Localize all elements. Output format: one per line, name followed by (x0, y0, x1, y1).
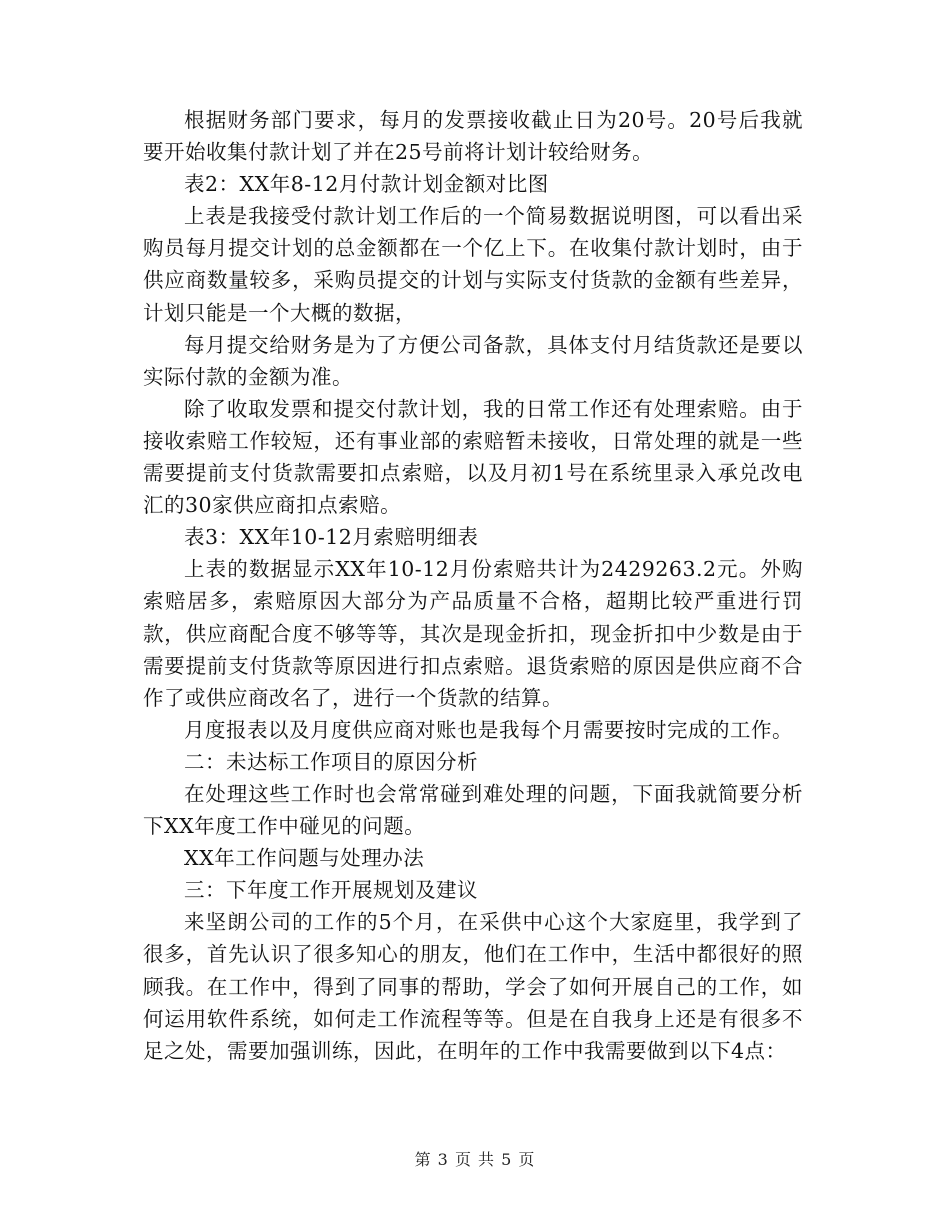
document-body (143, 104, 803, 1067)
section-heading-unmet-goals: 二：未达标工作项目的原因分析 (184, 749, 478, 774)
paragraph-problems-intro: 在处理这些工作时也会常常碰到难处理的问题，下面我就简要分析下XX年度工作中碰见的问题。 (143, 781, 803, 839)
section-heading-next-year-plan: 三：下年度工作开展规划及建议 (184, 878, 478, 903)
table-caption-payment-plan: 表2：XX年8-12月付款计划金额对比图 (184, 172, 549, 197)
paragraph-claims-analysis: 上表的数据显示XX年10-12月份索赔共计为2429263.2元。外购索赔居多，索赔原因大部分为产品质量不合格，超期比较严重进行罚款，供应商配合度不够等等，其次是现金折扣，现金折扣中少数是由于需要提前支付货款等原因进行扣点索赔。退货索赔的原因是供应商不合作了或供应商改名了，进行一个货款的结算。 (143, 557, 803, 710)
paragraph-payment-plan-summary: 上表是我接受付款计划工作后的一个简易数据说明图，可以看出采购员每月提交计划的总金额都在一个亿上下。在收集付款计划时，由于供应商数量较多，采购员提交的计划与实际支付货款的金额有些差异，计划只能是一个大概的数据， (143, 204, 803, 325)
subheading-problems-solutions: XX年工作问题与处理办法 (184, 846, 425, 871)
table-caption-claims-detail: 表3：XX年10-12月索赔明细表 (184, 525, 479, 550)
paragraph-monthly-submission: 每月提交给财务是为了方便公司备款，具体支付月结货款还是要以实际付款的金额为准。 (143, 332, 803, 389)
page-footer: 第 3 页 共 5 页 (414, 1150, 536, 1169)
paragraph-invoice-deadline: 根据财务部门要求，每月的发票接收截止日为20号。20号后我就要开始收集付款计划了并在25号前将计划计较给财务。 (143, 108, 803, 165)
paragraph-monthly-reports: 月度报表以及月度供应商对账也是我每个月需要按时完成的工作。 (184, 717, 793, 742)
paragraph-claims-handling: 除了收取发票和提交付款计划，我的日常工作还有处理索赔。由于接收索赔工作较短，还有事业部的索赔暂未接收，日常处理的就是一些需要提前支付货款需要扣点索赔，以及月初1号在系统里录入承兑改电汇的30家供应商扣点索赔。 (143, 396, 803, 518)
paragraph-reflection: 来坚朗公司的工作的5个月，在采供中心这个大家庭里，我学到了很多，首先认识了很多知心的朋友，他们在工作中，生活中都很好的照顾我。在工作中，得到了同事的帮助，学会了如何开展自己的工作，如何运用软件系统，如何走工作流程等等。但是在自我身上还是有很多不足之处，需要加强训练，因此，在明年的工作中我需要做到以下4点： (143, 910, 803, 1063)
